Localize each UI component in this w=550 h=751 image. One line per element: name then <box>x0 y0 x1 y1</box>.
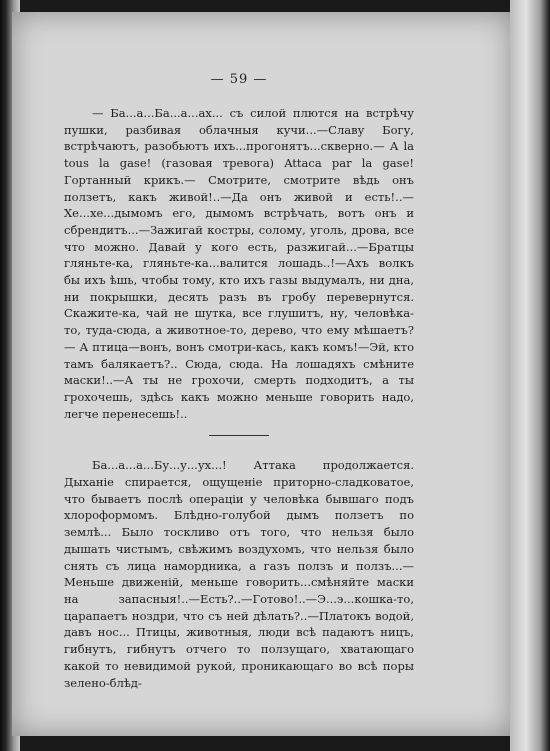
paragraph-1: — Ба...а...Ба...а...ах... съ силой плются на встрѣчу пушки, разбивая облачныя кучи...—Славу Богу, встрѣчаютъ, разобьютъ ихъ...прогонятъ...скверно.— А la tous la gase! (газовая тревога) Attaca par la gase! Гортанный крикъ.— Смотрите, смотрите вѣдь онъ ползетъ, какъ живой!..—Да онъ живой и есть!..—Хе...хе...дымомъ его, дымомъ встрѣчать, вотъ онъ и сбрендитъ...—Зажигай костры, солому, уголь, дрова, все что можно. Давай у кого есть, разжигай...—Братцы гляньте-ка, гляньте-ка...валится лошадь..!—Ахъ волкъ бы ихъ ѣшь, чтобы тому, кто ихъ газы выдумалъ, ни дна, ни покрышки, десять разъ въ гробу перевернутся. Скажите-ка, чай не шутка, все глушитъ, ну, человѣка-то, туда-сюда, а животное-то, дерево, что ему мѣшаетъ?— А птица—вонъ, вонъ смотри-кась, какъ комъ!—Эй, кто тамъ балякаетъ?.. Сюда, сюда. На лошадяхъ смѣните маски!..—А ты не грохочи, смерть подходитъ, а ты грохочешь, здѣсь какъ можно меньше говорить надо, легче перенесешь!.. <box>64 106 414 421</box>
section-divider <box>209 435 269 436</box>
paragraph-2: Ба...а...а...Бу...у...ух...! Аттака продолжается. Дыханіе спирается, ощущеніе приторно-сладковатое, что бываетъ послѣ операціи у человѣка бывшаго подъ хлороформомъ. Блѣдно-голубой дымъ ползетъ по землѣ... Было тоскливо отъ того, что нельзя было дышать чистымъ, свѣжимъ воздухомъ, что нельзя было снять съ лица намордника, а газъ ползъ и ползъ...—Меньше движеній, меньше говорить...смѣняйте маски на запасныя!..—Есть?..—Готово!..—Э...э...кошка-то, царапаетъ ноздри, что съ ней дѣлать?..—Платокъ водой, давъ нос... Птицы, животныя, люди всѣ падаютъ ницъ, гибнутъ, гибнутъ отчего то ползущаго, хватающаго какой то невидимой рукой, проникающаго во всѣ поры зелено-блѣд- <box>64 458 414 690</box>
page-content <box>64 72 414 691</box>
page-edge-stack <box>510 0 550 751</box>
page-number: — 59 — <box>210 72 268 87</box>
book-page <box>12 12 512 736</box>
